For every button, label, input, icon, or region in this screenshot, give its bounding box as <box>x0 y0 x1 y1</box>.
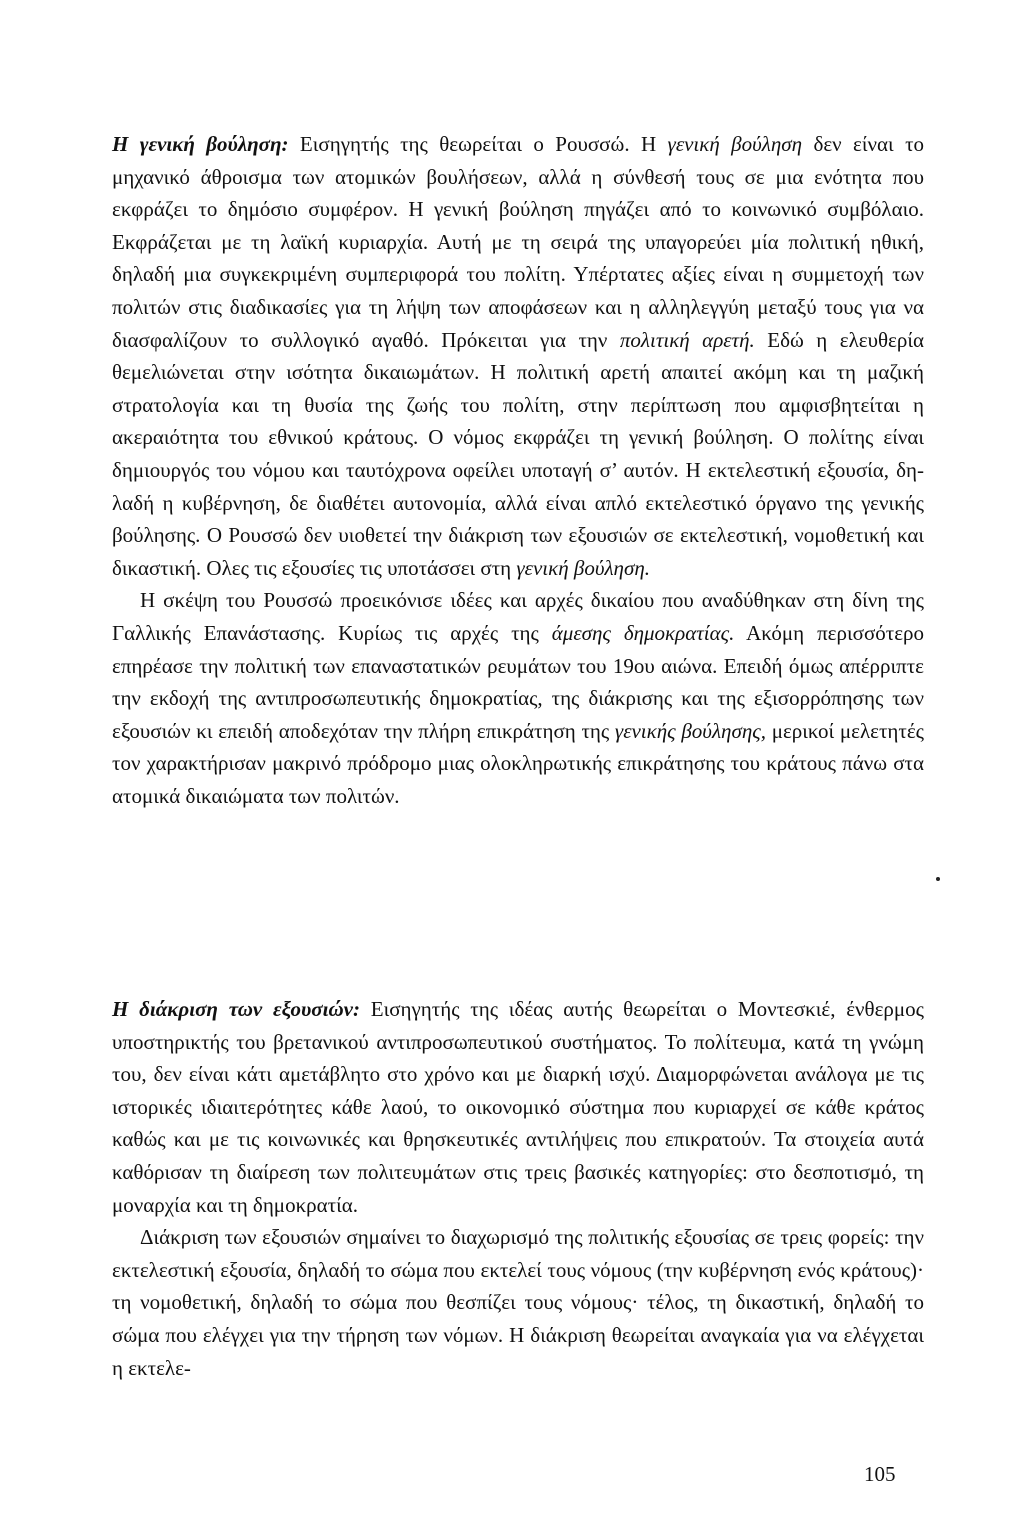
body-text: Εισηγητής της θεωρείται ο Ρουσσώ. Η <box>288 132 668 156</box>
emphasis-text: γενικής βούλησης, <box>614 718 767 743</box>
paragraph <box>112 128 924 584</box>
body-text: μερικοί μελετητές τον χαρακτήρισαν μακρινό πρόδρομο μιας ολοκληρωτικής επικράτησης του κράτους πάνω στα ατομικά δικαιώματα των πολιτών. <box>112 718 924 808</box>
paragraph <box>112 993 924 1221</box>
emphasis-text: γενική βούληση <box>667 132 803 156</box>
section-general-will <box>112 128 924 812</box>
emphasis-text: πολιτική αρετή. <box>619 327 755 352</box>
section-separation-of-powers <box>112 993 924 1384</box>
body-text: Διάκριση των εξουσιών σημαίνει το διαχωρισμό της πολιτικής εξουσίας σε τρεις φορείς: την εκτελεστική εξουσία, δηλαδή το σώμα που εκτελεί τους νόμους (την κυβέρνηση ενός κράτους)· τη νομοθετική, δηλαδή το σώμα που θεσπίζει τους νόμους· τέλος, τη δικαστική, δηλαδή το σώμα που ελέγχει για την τήρηση των νόμων. Η διάκριση θεωρείται αναγκαία για να ελέγχεται η εκτελε- <box>112 1225 924 1380</box>
emphasis-text: άμεσης δημοκρατίας. <box>551 620 735 645</box>
page-number: 105 <box>864 1462 896 1486</box>
body-text: Η σκέψη του Ρουσσώ προεικόνισε ιδέες και αρχές δικαίου που αναδύθηκαν στη δίνη της Γαλλικής Επανάστασης. Κυρίως τις αρχές της <box>112 588 924 645</box>
section-heading: Η γενική βούληση: <box>112 132 289 156</box>
paragraph <box>112 584 924 812</box>
scan-speck <box>936 877 940 881</box>
emphasis-text: γενική βούληση. <box>516 555 650 580</box>
body-text: Εισηγητής της ιδέας αυτής θεωρείται ο Μοντεσκιέ, ένθερμος υποστηρικτής του βρετανικού αντιπροσωπευτικού συστήματος. Το πολίτευμα, κατά τη γνώμη του, δεν είναι κάτι αμετάβλητο στο χρόνο και με διαρκή ισχύ. Διαμορφώνεται ανάλογα με τις ιστορικές ιδιαιτερότητες κάθε λαού, το οικονομικό σύστημα που κυριαρχεί σε κάθε κράτος καθώς και με τις κοινωνικές και θρησκευτικές αντιλήψεις που επικρατούν. Τα στοιχεία αυτά καθόρισαν τη διαίρεση των πολιτευμάτων στις τρεις βασικές κατηγορίες: στο δεσποτισμό, τη μοναρχία και τη δημοκρατία. <box>112 997 924 1217</box>
body-text: Ακόμη περισσότερο επηρέασε την πολιτική των επαναστατικών ρευμάτων του 19ου αιώνα. Επειδή όμως απέρριπτε την εκδοχή της αντιπροσωπευτικής δημοκρατίας, της διάκρισης και της εξισορρόπησης των εξουσιών κι επειδή αποδεχόταν την πλήρη επικράτηση της <box>112 620 925 743</box>
section-heading: Η διάκριση των εξουσιών: <box>112 997 360 1021</box>
paragraph <box>112 1221 924 1384</box>
body-text: Εδώ η ελευθερία θεμελιώνεται στην ισότητα δικαιωμάτων. Η πολιτική αρετή απαιτεί ακόμη και τη μαζική στρατολογία και τη θυσία της ζωής του πολίτη, στην περίπτωση που αμφισβητείται η ακεραιότητα του εθνικού κράτους. Ο νόμος εκφράζει τη γενική βούληση. Ο πολίτης είναι δημιουργός του νόμου και ταυτόχρονα οφείλει υποταγή σ’ αυτόν. Η εκτελεστική εξουσία, δηλαδή η κυβέρνηση, δε διαθέτει αυτονομία, αλλά είναι απλό εκτελεστικό όργανο της γενικής βούλησης. Ο Ρουσσώ δεν υιοθετεί την διάκριση των εξουσιών σε εκτελεστική, νομοθετική και δικαστική. Ολες τις εξουσίες τις υποτάσσει στη <box>112 327 924 580</box>
body-text: δεν είναι το μηχανικό άθροισμα των ατομικών βουλήσεων, αλλά η σύνθεσή τους σε μια ενότητα που εκφράζει το δημόσιο συμφέρον. Η γενική βούληση πηγάζει από το κοινωνικό συμβόλαιο. Εκφράζεται με τη λαϊκή κυριαρχία. Αυτή με τη σειρά της υπαγορεύει μία πολιτική ηθική, δηλαδή μια συγκεκριμένη συμπεριφορά του πολίτη. Υπέρτατες αξίες είναι η συμμετοχή των πολιτών στις διαδικασίες για τη λήψη των αποφάσεων και η αλληλεγγύη μεταξύ τους για να διασφαλίζουν το συλλογικό αγαθό. Πρόκειται για την <box>112 132 925 352</box>
